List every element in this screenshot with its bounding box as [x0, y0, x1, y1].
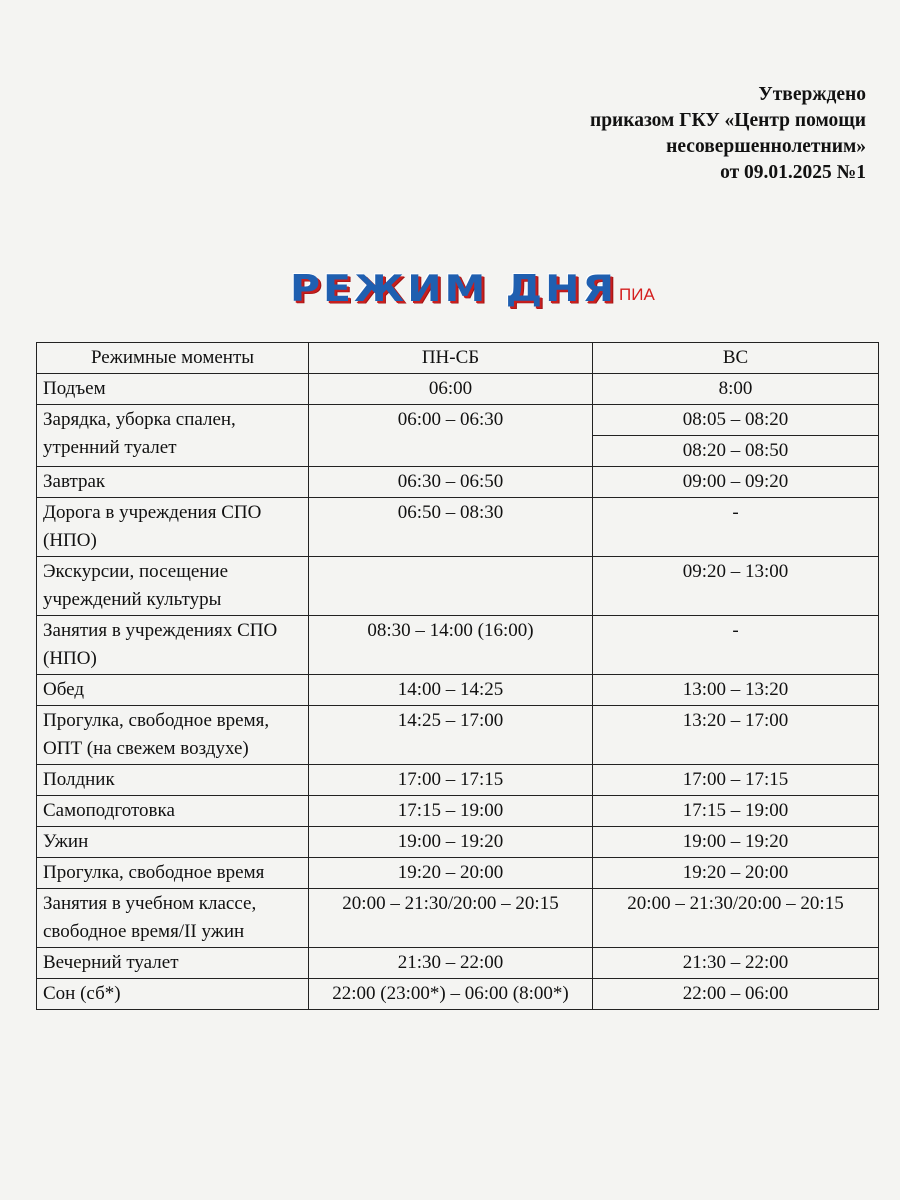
title-text: РЕЖИМ ДНЯ: [290, 266, 618, 310]
activity-cell: Завтрак: [37, 467, 309, 498]
activity-cell: Занятия в учебном классе, свободное время/II ужин: [37, 889, 309, 948]
weekday-time-cell: 06:00 – 06:30: [309, 405, 593, 467]
sunday-time-cell: 09:00 – 09:20: [593, 467, 879, 498]
table-row: [37, 765, 879, 796]
sunday-time-cell: 19:20 – 20:00: [593, 858, 879, 889]
table-row: [37, 374, 879, 405]
weekday-time-cell: 14:00 – 14:25: [309, 675, 593, 706]
sunday-time-cell: -: [593, 616, 879, 675]
sunday-time-cell: 22:00 – 06:00: [593, 979, 879, 1010]
table-row: [37, 616, 879, 675]
activity-cell: Занятия в учреждениях СПО (НПО): [37, 616, 309, 675]
table-row: [37, 498, 879, 557]
sunday-time-cell: 13:00 – 13:20: [593, 675, 879, 706]
sunday-time-cell: 20:00 – 21:30/20:00 – 20:15: [593, 889, 879, 948]
table-row: [37, 827, 879, 858]
activity-cell: Вечерний туалет: [37, 948, 309, 979]
table-row: [37, 979, 879, 1010]
sunday-time-cell: 17:15 – 19:00: [593, 796, 879, 827]
sunday-time-cell: -: [593, 498, 879, 557]
activity-cell: Ужин: [37, 827, 309, 858]
approval-line: несовершеннолетним»: [666, 136, 866, 157]
schedule-table: [36, 342, 879, 1010]
sunday-time-cell: 09:20 – 13:00: [593, 557, 879, 616]
header-cell: ВС: [593, 343, 879, 374]
weekday-time-cell: 06:30 – 06:50: [309, 467, 593, 498]
table-row: [37, 796, 879, 827]
weekday-time-cell: 20:00 – 21:30/20:00 – 20:15: [309, 889, 593, 948]
table-row: [37, 889, 879, 948]
activity-cell: Дорога в учреждения СПО (НПО): [37, 498, 309, 557]
header-cell: ПН-СБ: [309, 343, 593, 374]
activity-cell: Сон (сб*): [37, 979, 309, 1010]
weekday-time-cell: 17:15 – 19:00: [309, 796, 593, 827]
approval-line: от 09.01.2025 №1: [720, 162, 866, 183]
table-row: [37, 706, 879, 765]
table-row: [37, 405, 879, 436]
title-subtitle: ПИА: [619, 285, 655, 304]
table-row: [37, 557, 879, 616]
activity-cell: Зарядка, уборка спален, утренний туалет: [37, 405, 309, 467]
weekday-time-cell: 06:00: [309, 374, 593, 405]
document-title: [290, 262, 655, 310]
activity-cell: Подъем: [37, 374, 309, 405]
activity-cell: Самоподготовка: [37, 796, 309, 827]
weekday-time-cell: 08:30 – 14:00 (16:00): [309, 616, 593, 675]
table-row: [37, 467, 879, 498]
sunday-time-cell: 21:30 – 22:00: [593, 948, 879, 979]
sunday-time-cell: 13:20 – 17:00: [593, 706, 879, 765]
weekday-time-cell: 19:20 – 20:00: [309, 858, 593, 889]
approval-line: приказом ГКУ «Центр помощи: [589, 110, 866, 131]
weekday-time-cell: 22:00 (23:00*) – 06:00 (8:00*): [309, 979, 593, 1010]
table-row: [37, 948, 879, 979]
table-row: [37, 858, 879, 889]
weekday-time-cell: 21:30 – 22:00: [309, 948, 593, 979]
weekday-time-cell: 19:00 – 19:20: [309, 827, 593, 858]
activity-cell: Прогулка, свободное время, ОПТ (на свежем воздухе): [37, 706, 309, 765]
sunday-time-cell: 08:05 – 08:20: [593, 405, 879, 436]
sunday-time-cell: 08:20 – 08:50: [593, 436, 879, 467]
activity-cell: Обед: [37, 675, 309, 706]
activity-cell: Прогулка, свободное время: [37, 858, 309, 889]
weekday-time-cell: 14:25 – 17:00: [309, 706, 593, 765]
sunday-time-cell: 19:00 – 19:20: [593, 827, 879, 858]
activity-cell: Экскурсии, посещение учреждений культуры: [37, 557, 309, 616]
weekday-time-cell: 06:50 – 08:30: [309, 498, 593, 557]
weekday-time-cell: [309, 557, 593, 616]
header-cell: Режимные моменты: [37, 343, 309, 374]
weekday-time-cell: 17:00 – 17:15: [309, 765, 593, 796]
activity-cell: Полдник: [37, 765, 309, 796]
sunday-time-cell: 17:00 – 17:15: [593, 765, 879, 796]
approval-line: Утверждено: [758, 84, 866, 105]
sunday-time-cell: 8:00: [593, 374, 879, 405]
table-row: [37, 675, 879, 706]
approval-block: [590, 82, 866, 186]
table-header-row: [37, 343, 879, 374]
